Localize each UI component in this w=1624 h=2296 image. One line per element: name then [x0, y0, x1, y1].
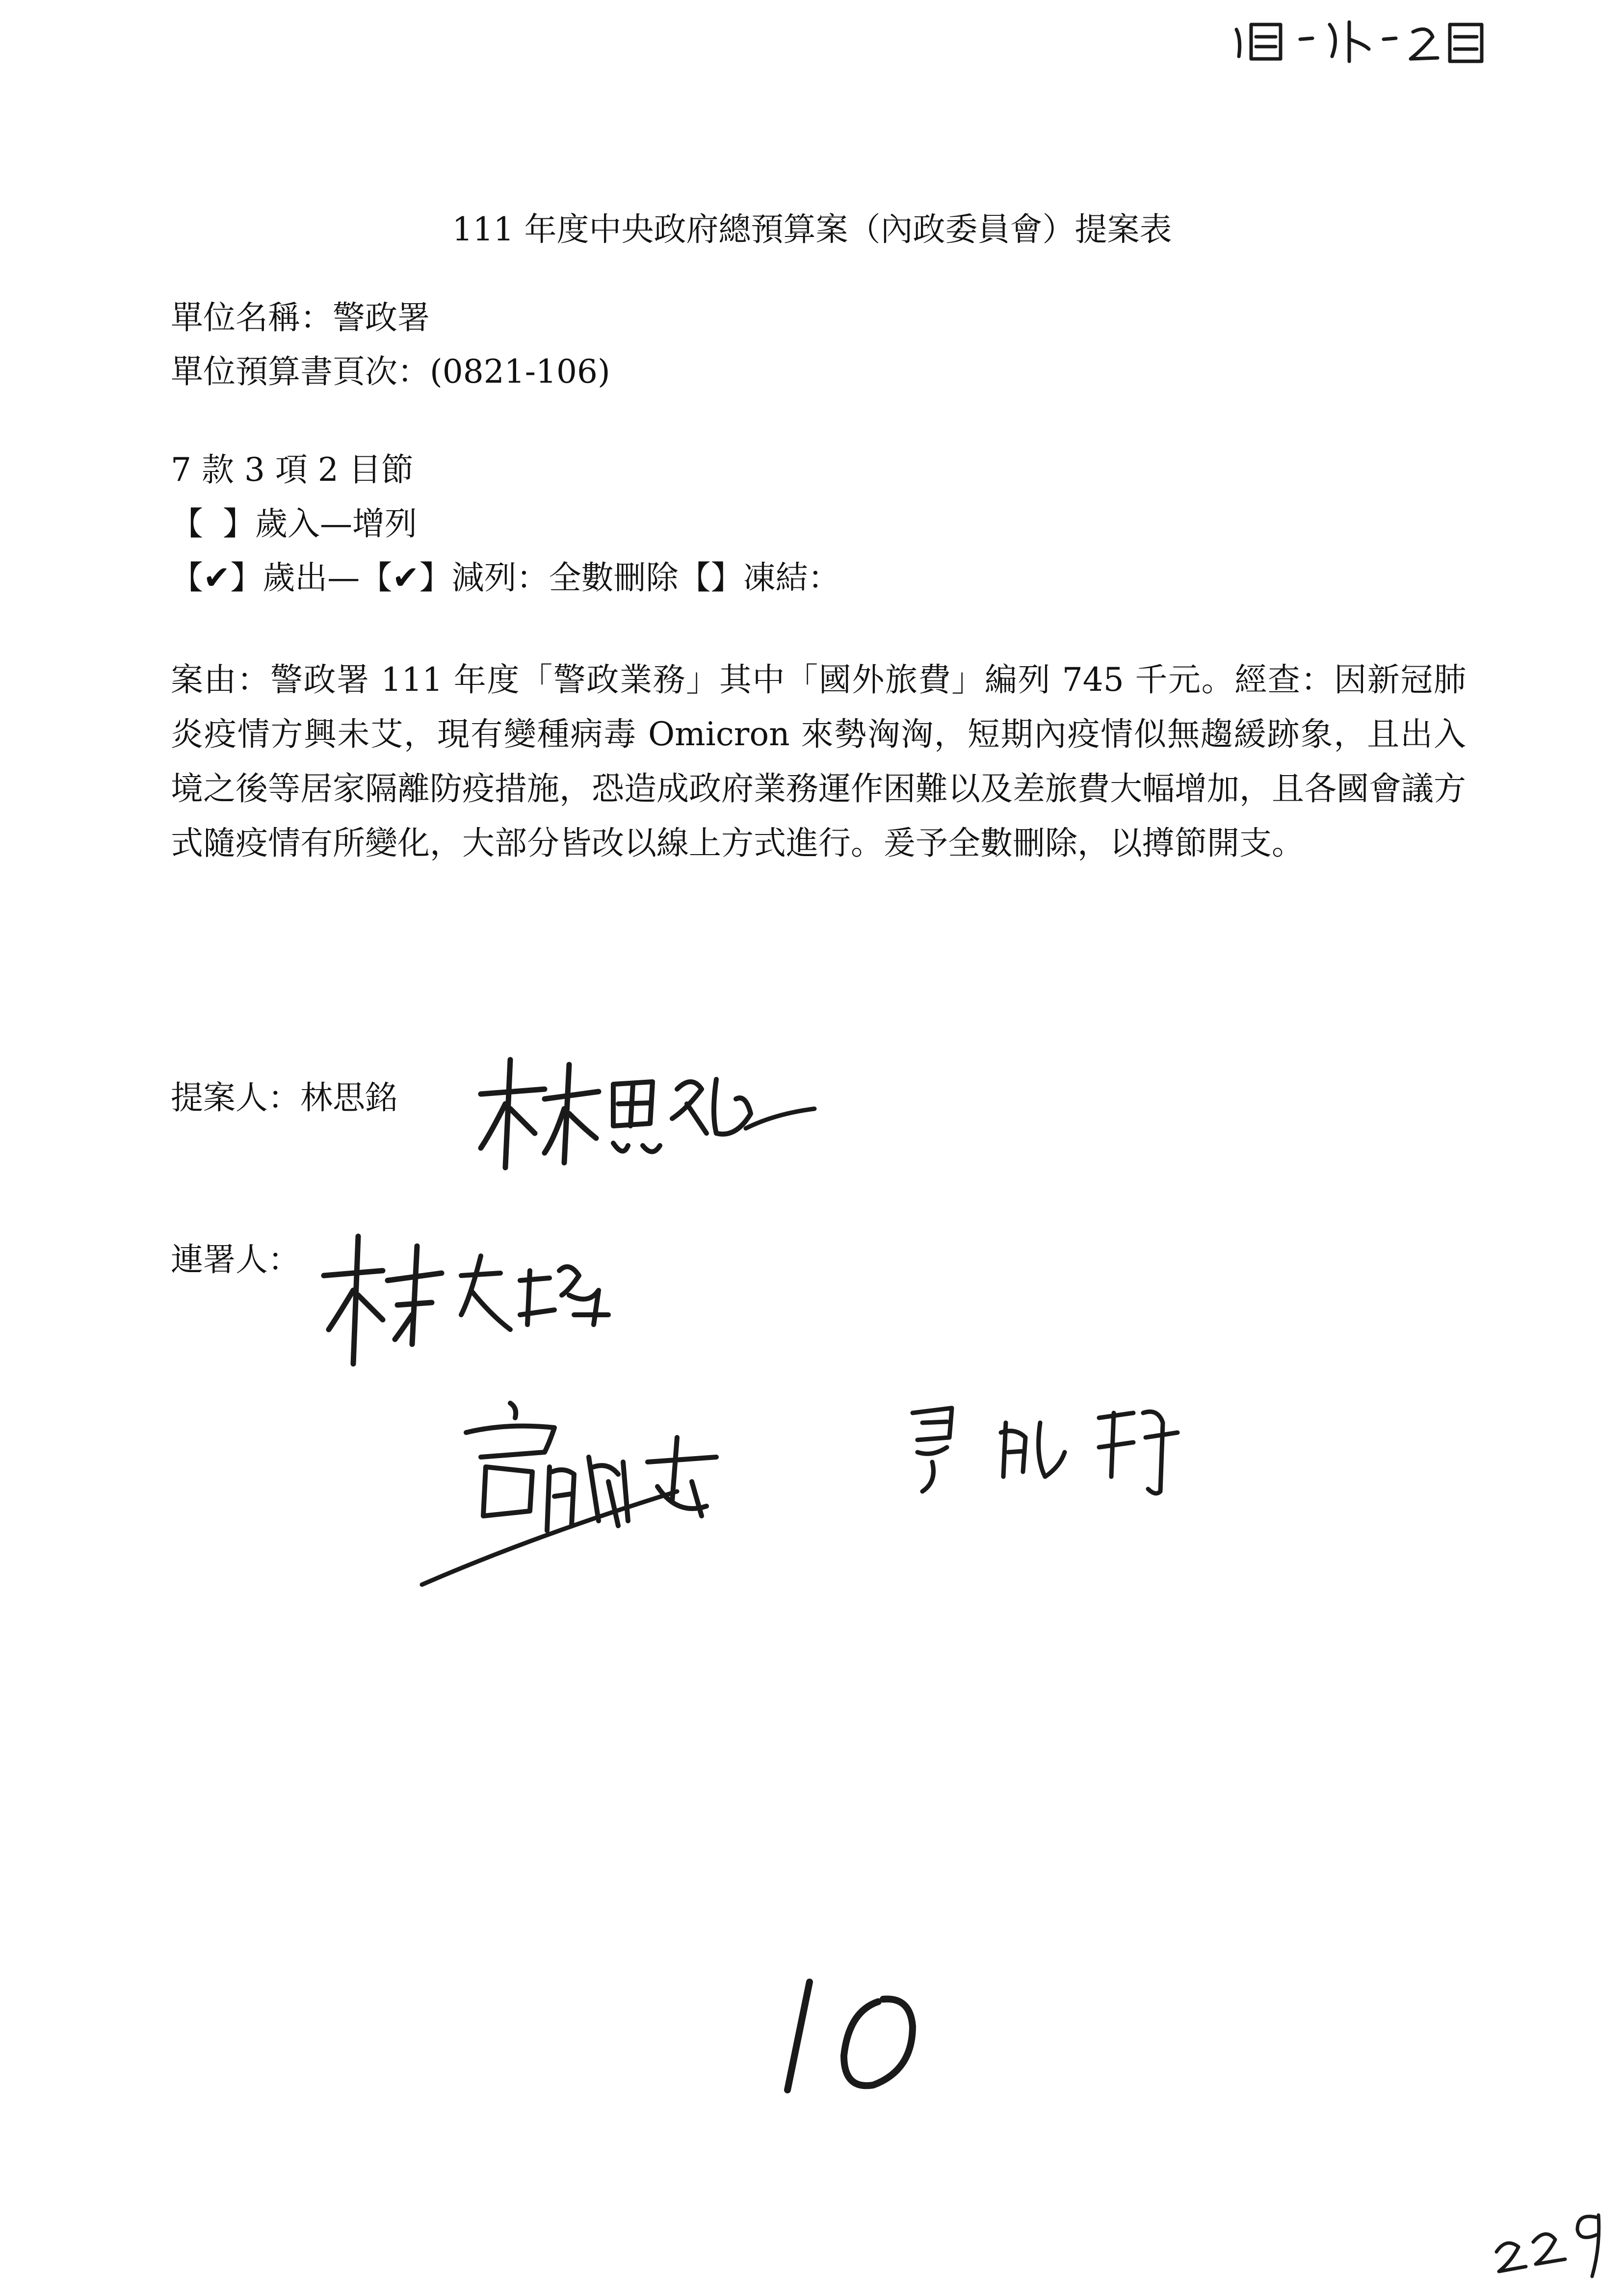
- proposer-label: 提案人：林思銘: [171, 1079, 397, 1117]
- freeze-label: 凍結：: [743, 559, 840, 597]
- expense-label: 歲出—: [262, 559, 360, 597]
- income-row: [171, 500, 417, 548]
- reduce-checkbox-checked: 【✔】: [360, 559, 452, 597]
- expense-row: [171, 554, 840, 601]
- income-label: 歲入—增列: [255, 505, 417, 543]
- freeze-checkbox: 【】: [678, 559, 743, 597]
- reduce-label: 減列：全數刪除: [451, 559, 679, 597]
- budget-section: 7 款 3 項 2 目節: [171, 451, 414, 489]
- budget-page-reference: 單位預算書頁次：(0821-106): [171, 353, 610, 391]
- income-checkbox-open: 【: [171, 505, 203, 543]
- handwritten-corner-number: [1492, 2198, 1614, 2281]
- cosigner-signature-1: [314, 1217, 687, 1374]
- page-title: 111 年度中央政府總預算案（內政委員會）提案表: [452, 210, 1172, 248]
- cosigner-signature-2: [412, 1388, 814, 1594]
- cosigner-label: 連署人：: [171, 1241, 300, 1278]
- income-checkbox-close: 】: [223, 505, 255, 543]
- expense-checkbox-checked: 【✔】: [171, 559, 263, 597]
- reason-paragraph: 案由：警政署 111 年度「警政業務」其中「國外旅費」編列 745 千元。經查：因新冠肺炎疫情方興未艾，現有變種病毒 Omicron 來勢洶洶，短期內疫情似無趨緩跡象，且出入境之後等居家隔離防疫措施，恐造成政府業務運作困難以及差旅費大幅增加，且各國會議方式隨疫情有所變化，大部分皆改以線上方式進行。爰予全數刪除，以撙節開支。: [171, 661, 1466, 862]
- handwritten-page-number: [765, 1972, 927, 2100]
- unit-name: 單位名稱：警政署: [171, 299, 430, 337]
- proposer-signature: [471, 1040, 824, 1197]
- handwritten-page-mark: [1227, 10, 1501, 69]
- cosigner-signature-3: [903, 1393, 1217, 1511]
